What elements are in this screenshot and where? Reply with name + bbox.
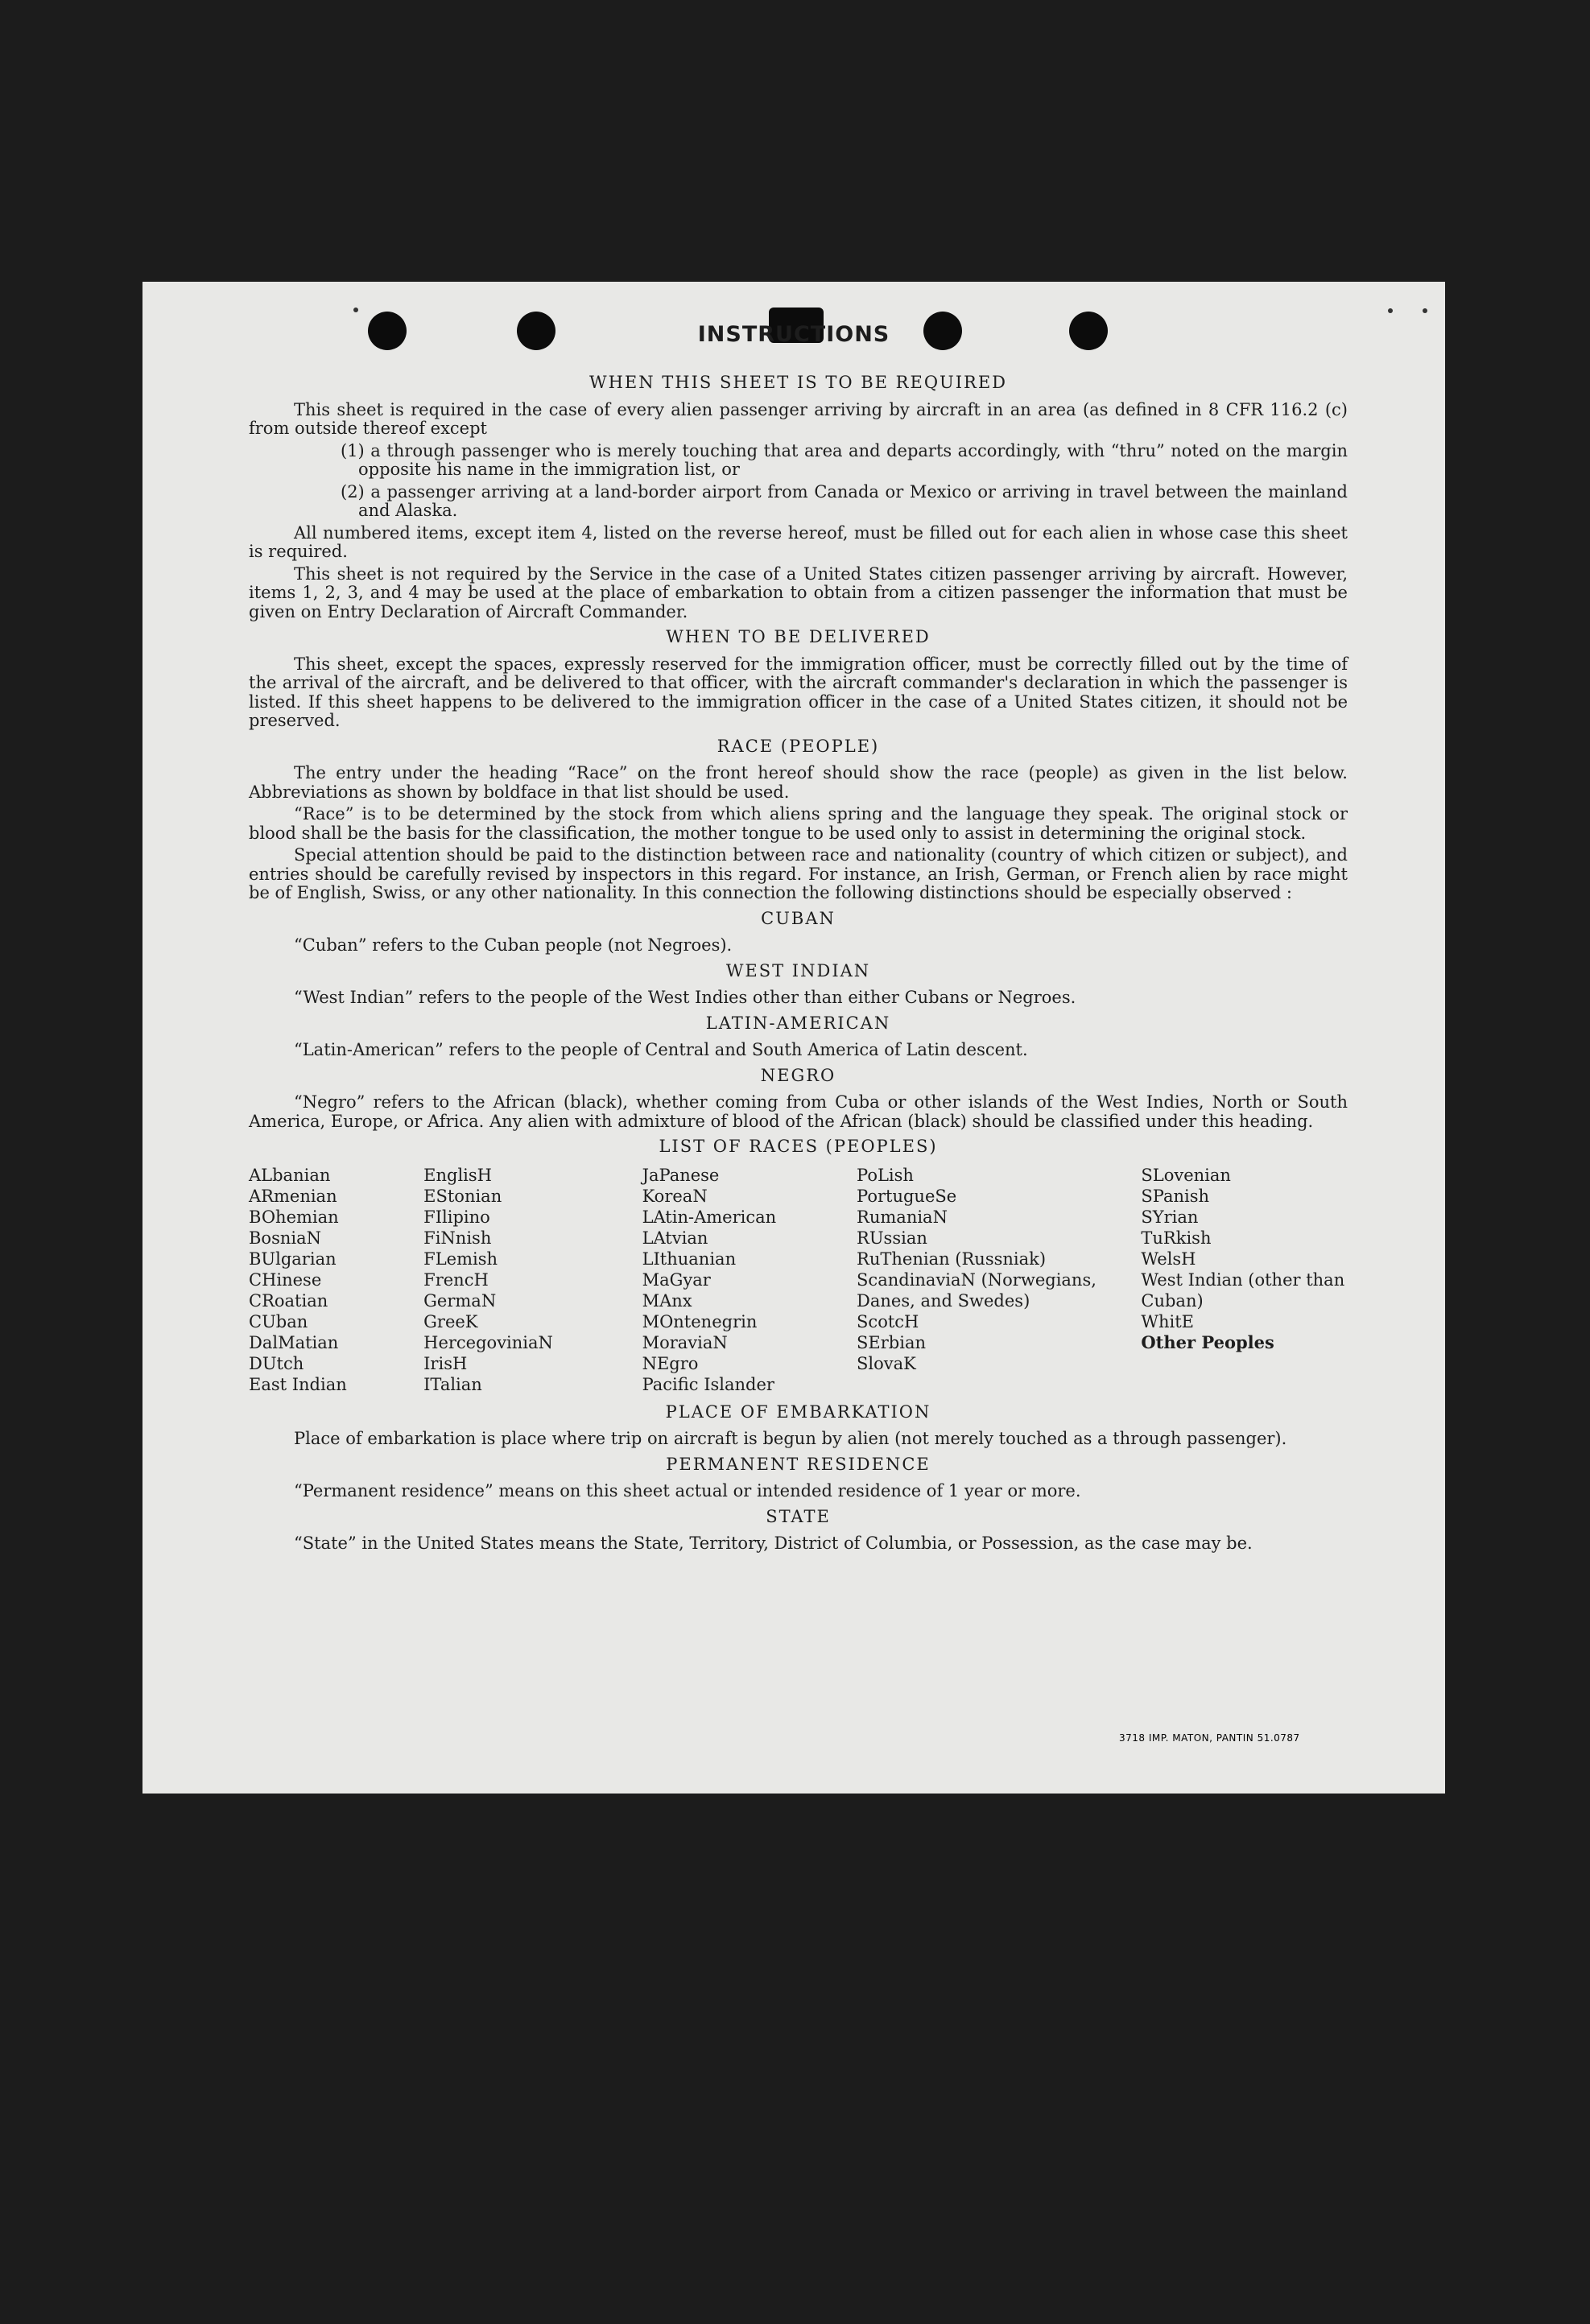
print-code: 3718 IMP. MATON, PANTIN 51.0787 — [1119, 1732, 1300, 1744]
race-entry: TuRkish — [1141, 1228, 1212, 1248]
race-entry: BosniaN — [249, 1228, 321, 1248]
race-entry: ALbanian — [249, 1165, 331, 1185]
paragraph: The entry under the heading “Race” on the front hereof should show the race (people) as given in the list below. Abbreviations as shown by boldface in that list should be used. — [249, 763, 1348, 802]
race-entry: HercegoviniaN — [423, 1332, 553, 1352]
race-entry: FLemish — [423, 1249, 498, 1269]
section-heading: WEST INDIAN — [725, 960, 871, 980]
race-column — [423, 1165, 642, 1395]
race-entry: JaPanese — [642, 1165, 720, 1185]
race-entry: BUlgarian — [249, 1249, 337, 1269]
section-heading: LIST OF RACES (PEOPLES) — [659, 1137, 938, 1156]
race-entry: DalMatian — [249, 1332, 339, 1352]
race-entry: SErbian — [857, 1332, 927, 1352]
paragraph: This sheet is required in the case of every alien passenger arriving by aircraft in an area (as defined in 8 CFR 116.2 (c) from outside thereof except — [249, 399, 1348, 438]
speck — [353, 308, 358, 312]
race-column — [857, 1165, 1141, 1395]
race-entry: ScandinaviaN (Norwegians, Danes, and Swedes) — [857, 1269, 1096, 1311]
race-entry: SLovenian — [1141, 1165, 1231, 1185]
race-entry: FiNnish — [423, 1228, 492, 1248]
paragraph: Special attention should be paid to the distinction between race and nationality (country of which citizen or subject), and entries should be carefully revised by inspectors in this regard. For instance, an Irish, German, or French alien by race might be of English, Swiss, or any other nationality. In this connection the following distinctions should be especially observed : — [249, 845, 1348, 902]
race-entry: NEgro — [642, 1353, 699, 1373]
paragraph: “Negro” refers to the African (black), whether coming from Cuba or other islands of the West Indies, North or South America, Europe, or Africa. Any alien with admixture of blood of the African (black) should be classified under this heading. — [249, 1092, 1348, 1131]
paragraph: “Permanent residence” means on this sheet actual or intended residence of 1 year or more. — [294, 1481, 1081, 1500]
race-column — [1141, 1165, 1348, 1395]
race-entry: MaGyar — [642, 1269, 711, 1290]
section-heading: NEGRO — [760, 1065, 836, 1085]
race-entry: BOhemian — [249, 1207, 339, 1227]
race-entry: DUtch — [249, 1353, 304, 1373]
section-heading: PERMANENT RESIDENCE — [666, 1454, 931, 1474]
list-item: (1) a through passenger who is merely touching that area and departs accordingly, with “thru” noted on the margin opposite his name in the immigration list, or — [341, 440, 1348, 479]
section-heading: LATIN-AMERICAN — [705, 1013, 891, 1033]
list-item: (2) a passenger arriving at a land-border airport from Canada or Mexico or arriving in travel between the mainland and Alaska. — [341, 481, 1348, 520]
race-entry: Other Peoples — [1141, 1331, 1274, 1352]
race-entry: IrisH — [423, 1353, 468, 1373]
race-entry: CHinese — [249, 1269, 322, 1290]
section-heading: WHEN THIS SHEET IS TO BE REQUIRED — [589, 373, 1008, 392]
paragraph: “Cuban” refers to the Cuban people (not Negroes). — [294, 935, 733, 955]
race-entry: SYrian — [1141, 1207, 1199, 1227]
race-entry: EnglisH — [423, 1165, 492, 1185]
section-heading: RACE (PEOPLE) — [717, 736, 880, 756]
paragraph: This sheet, except the spaces, expressly reserved for the immigration officer, must be correctly filled out by the time of the arrival of the aircraft, and be delivered to that officer, with the aircraft commander's declaration in which the passenger is listed. If this sheet happens to be delivered to the immigration officer in the case of a United States citizen, it should not be preserved. — [249, 654, 1348, 730]
instructions-body — [249, 367, 1348, 1557]
race-entry: ARmenian — [249, 1186, 337, 1206]
race-entry: ITalian — [423, 1374, 482, 1394]
paragraph: “Race” is to be determined by the stock from which aliens spring and the language they speak. The original stock or blood shall be the basis for the classification, the mother tongue to be used only to assist in determining the original stock. — [249, 804, 1348, 843]
race-entry: PortugueSe — [857, 1186, 957, 1206]
race-entry: KoreaN — [642, 1186, 708, 1206]
race-entry: EStonian — [423, 1186, 502, 1206]
race-entry: FrencH — [423, 1269, 489, 1290]
race-entry: FIlipino — [423, 1207, 490, 1227]
race-entry: WhitE — [1141, 1311, 1194, 1331]
race-entry: MOntenegrin — [642, 1311, 758, 1331]
race-entry: LIthuanian — [642, 1249, 737, 1269]
race-entry: RUssian — [857, 1228, 927, 1248]
section-heading: WHEN TO BE DELIVERED — [666, 627, 931, 646]
race-entry: MoraviaN — [642, 1332, 728, 1352]
paragraph: This sheet is not required by the Service in the case of a United States citizen passenger arriving by aircraft. However, items 1, 2, 3, and 4 may be used at the place of embarkation to obtain from a citizen passenger the information that must be given on Entry Declaration of Aircraft Commander. — [249, 563, 1348, 621]
paragraph: “State” in the United States means the State, Territory, District of Columbia, or Possession, as the case may be. — [294, 1534, 1253, 1553]
race-entry: West Indian (other than Cuban) — [1141, 1269, 1345, 1311]
race-entry: MAnx — [642, 1290, 692, 1311]
section-heading: STATE — [766, 1506, 831, 1526]
paragraph: “Latin-American” refers to the people of Central and South America of Latin descent. — [294, 1040, 1028, 1059]
speck — [1388, 308, 1393, 313]
page-title: INSTRUCTIONS — [697, 322, 890, 347]
race-entry: East Indian — [249, 1374, 347, 1394]
race-entry: PoLish — [857, 1165, 914, 1185]
race-entry: LAtin-American — [642, 1207, 777, 1227]
race-entry: GermaN — [423, 1290, 497, 1311]
race-entry: CRoatian — [249, 1290, 328, 1311]
race-entry: ScotcH — [857, 1311, 919, 1331]
race-entry: LAtvian — [642, 1228, 708, 1248]
race-entry: RuThenian (Russniak) — [857, 1249, 1047, 1269]
race-entry: SPanish — [1141, 1186, 1210, 1206]
section-heading: CUBAN — [761, 908, 836, 928]
paragraph: “West Indian” refers to the people of the West Indies other than either Cubans or Negroes. — [294, 988, 1076, 1007]
race-entry: SlovaK — [857, 1353, 916, 1373]
race-list — [249, 1165, 1348, 1395]
race-entry: Pacific Islander — [642, 1374, 774, 1394]
race-entry: CUban — [249, 1311, 308, 1331]
race-entry: RumaniaN — [857, 1207, 948, 1227]
race-entry: GreeK — [423, 1311, 478, 1331]
speck — [1423, 308, 1427, 313]
paragraph: Place of embarkation is place where trip on aircraft is begun by alien (not merely touched as a through passenger). — [294, 1429, 1287, 1448]
section-heading: PLACE OF EMBARKATION — [665, 1401, 931, 1422]
paragraph: All numbered items, except item 4, listed on the reverse hereof, must be filled out for each alien in whose case this sheet is required. — [249, 522, 1348, 561]
race-column — [642, 1165, 857, 1395]
race-column — [249, 1165, 423, 1395]
race-entry: WelsH — [1141, 1249, 1196, 1269]
